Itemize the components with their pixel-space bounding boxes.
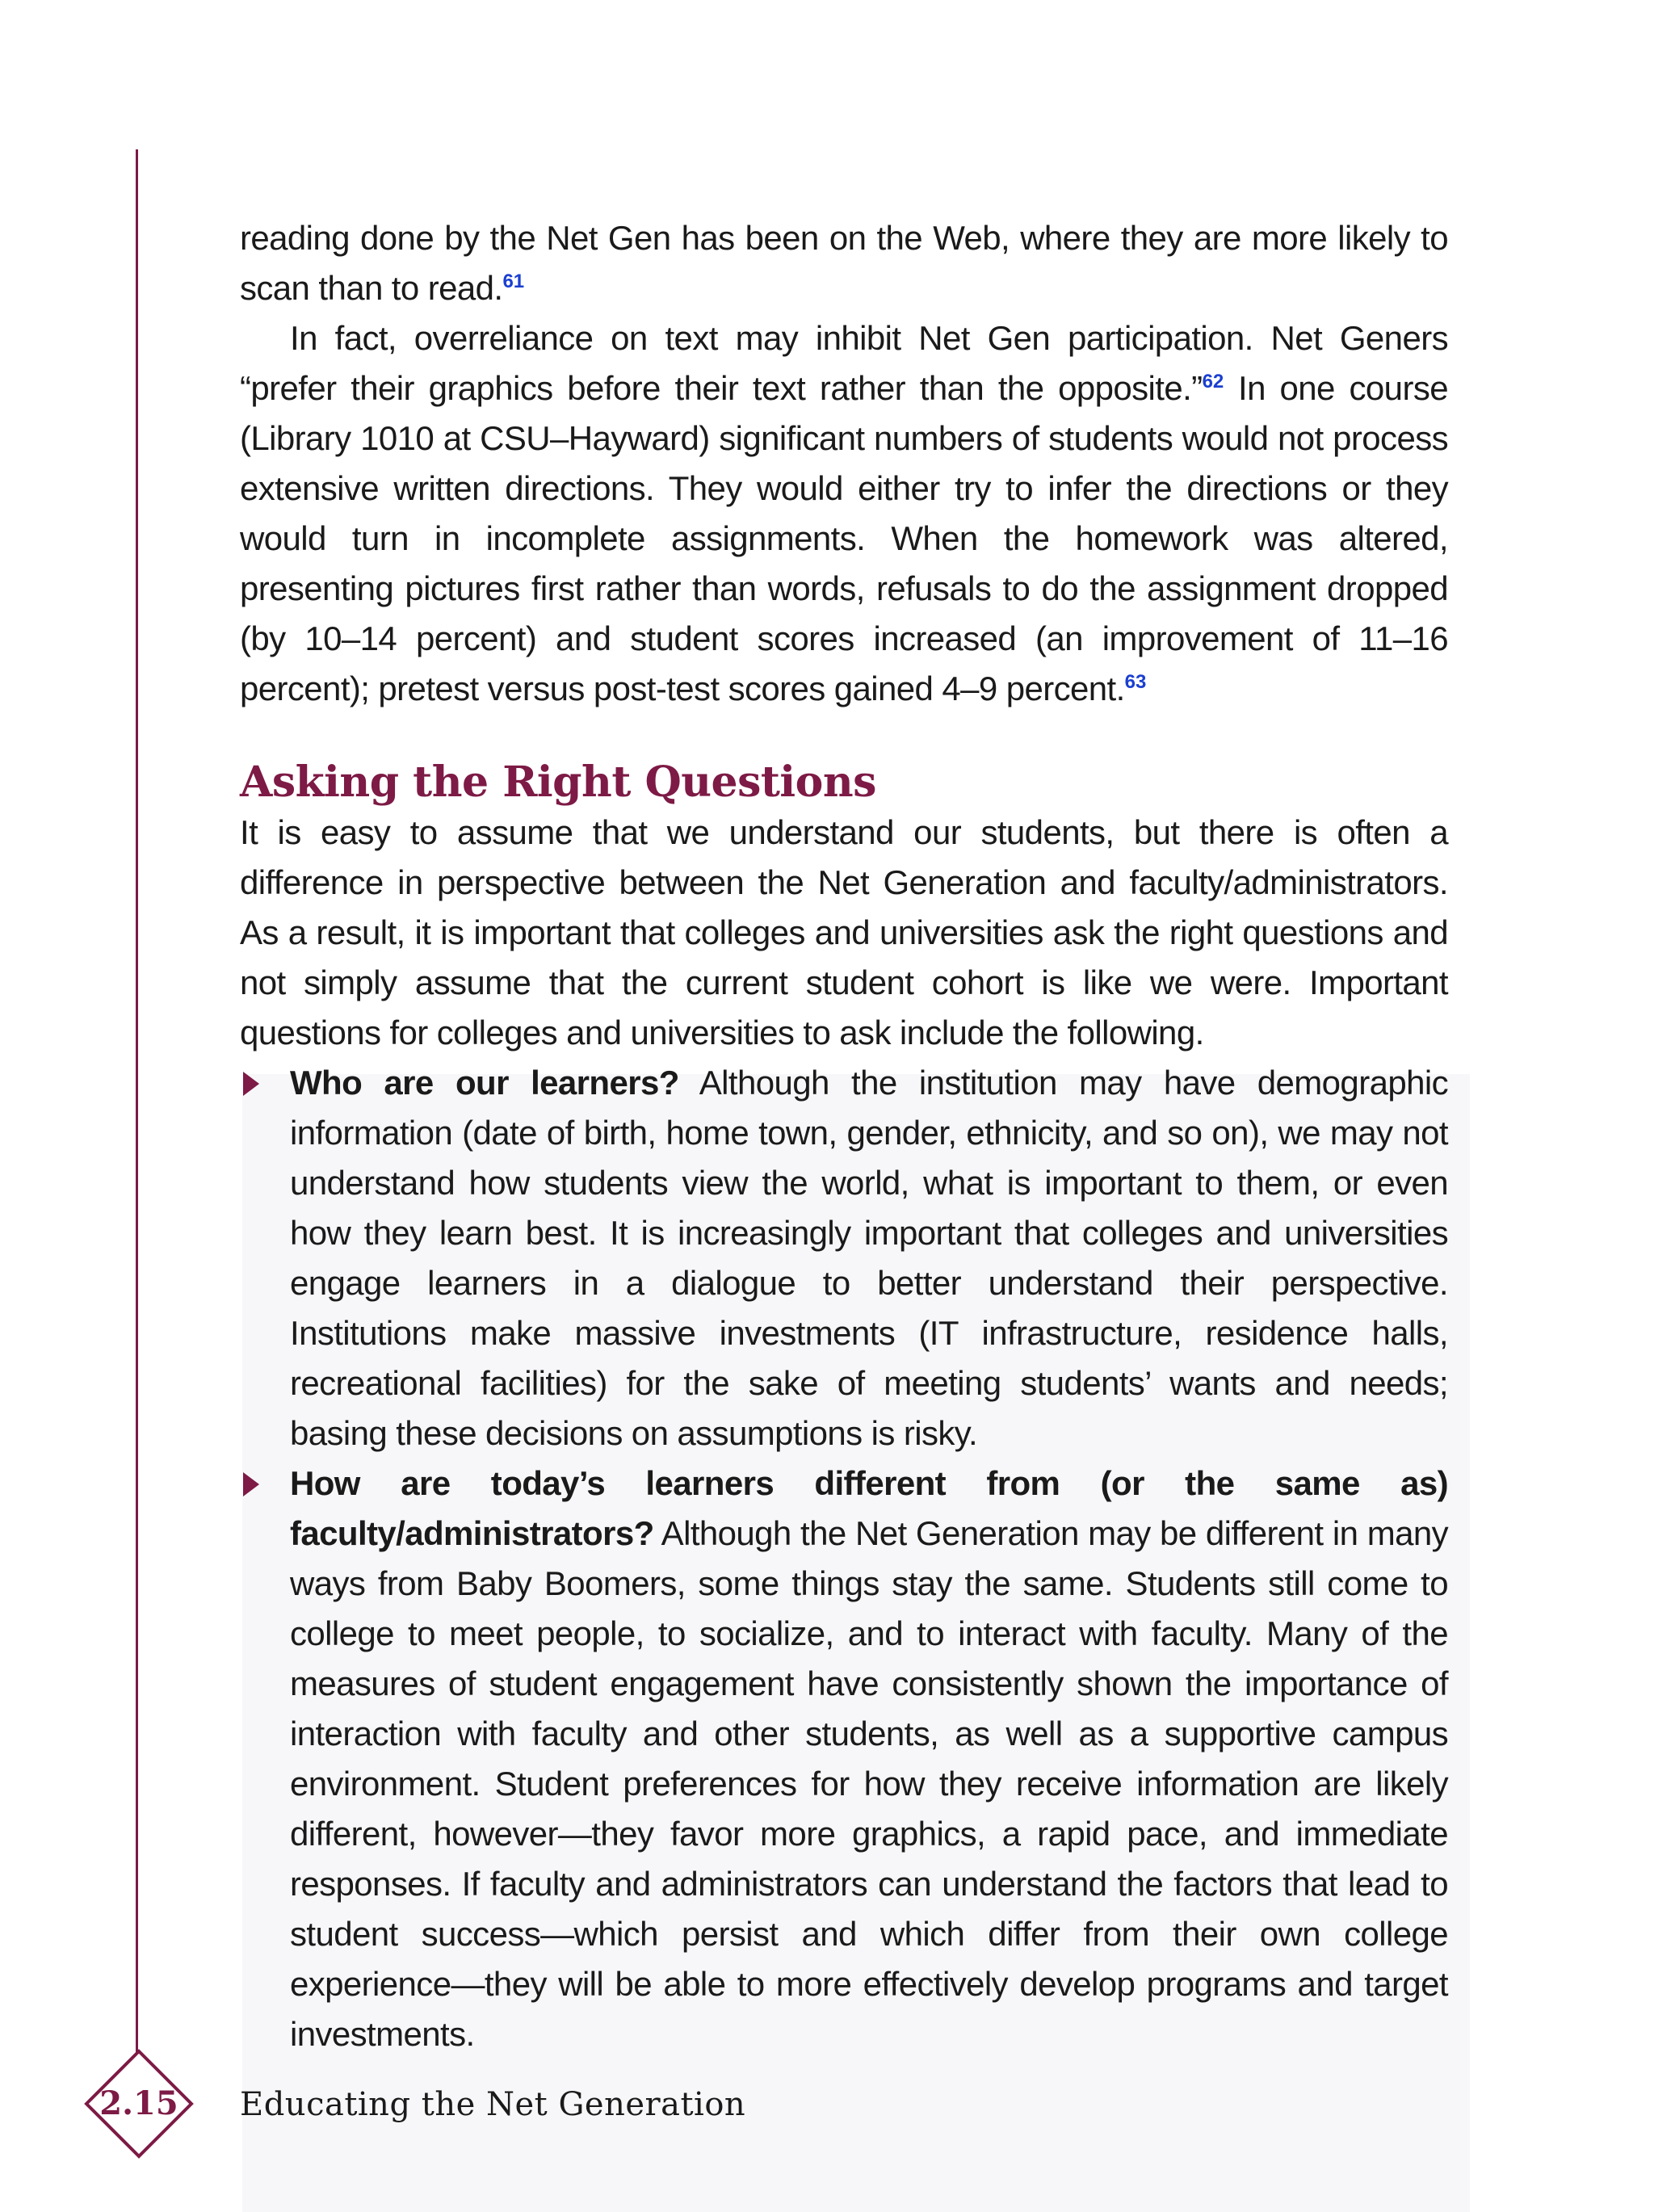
intro-paragraph-1 [240,213,1448,313]
book-title: Educating the Net Generation [240,2086,746,2123]
page-number: 2.15 [99,2084,178,2122]
bullet-arrow-icon [243,1472,259,1496]
question-item [240,1459,1448,2059]
endnote-ref-63[interactable]: 63 [1124,671,1147,693]
question-body: Although the Net Generation may be different in many ways from Baby Boomers, some things stay the same. Students still come to college to meet people, to socialize, and to interact with faculty. Many of the measures of student engagement have consistently shown the importance of interaction with faculty and other students, as well as a supportive campus environment. Student preferences for how they receive information are likely different, however—they favor more graphics, a rapid pace, and immediate responses. If faculty and administrators can understand the factors that lead to student success—which persist and which differ from their own college experience—they will be able to more effectively develop programs and target investments. [290,1514,1448,2053]
question-list [240,1058,1448,2059]
endnote-ref-62[interactable]: 62 [1202,371,1224,392]
question-lead: Who are our learners? [290,1064,679,1102]
question-item [240,1058,1448,1459]
paragraph-text: reading done by the Net Gen has been on the Web, where they are more likely to scan than to read. [240,219,1448,307]
question-body: Although the institution may have demographic information (date of birth, home town, gender, ethnicity, and so on), we may not understand how students view the world, what is important to them, or even how they learn best. It is increasingly important that colleges and universities engage learners in a dialogue to better understand their perspective. Institutions make massive investments (IT infrastructure, residence halls, recreational facilities) for the sake of meeting students’ wants and needs; basing these decisions on assumptions is risky. [290,1064,1448,1452]
bullet-arrow-icon [243,1072,259,1096]
endnote-ref-61[interactable]: 61 [502,271,525,292]
section-intro-paragraph: It is easy to assume that we understand our students, but there is often a difference in perspective between the Net Generation and faculty/administrators. As a result, it is important that colleges and universities ask the right questions and not simply assume that the current student cohort is like we were. Important questions for colleges and universities to ask include the following. [240,813,1448,1051]
margin-rule [136,149,138,2062]
page-body [240,213,1448,2059]
paragraph-text: In fact, overreliance on text may inhibit Net Gen participation. Net Geners “prefer their graphics before their text rather than the opposite.” [240,319,1448,407]
paragraph-text: In one course (Library 1010 at CSU–Hayward) significant numbers of students would not process extensive written directions. They would either try to infer the directions or they would turn in incomplete assignments. When the homework was altered, presenting pictures first rather than words, refusals to do the assignment dropped (by 10–14 percent) and student scores increased (an improvement of 11–16 percent); pretest versus post-test scores gained 4–9 percent. [240,369,1448,707]
intro-paragraph-2 [240,313,1448,714]
page-number-badge [84,2049,194,2159]
question-lead: How are today’s learners different from (or the same as) faculty/administrators? [290,1464,1448,1552]
section-heading: Asking the Right Questions [240,758,876,807]
